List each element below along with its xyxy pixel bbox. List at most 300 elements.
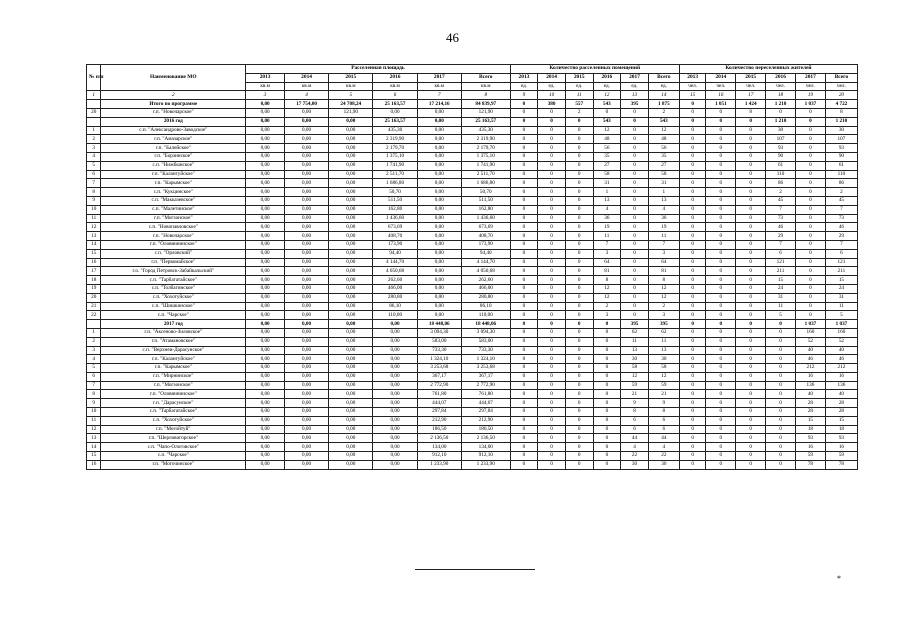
header-index-cell: 17 (736, 91, 766, 100)
value-cell: 0 (706, 372, 736, 381)
value-cell: 0 (621, 108, 649, 117)
row-number (87, 320, 101, 329)
value-cell: 0 (736, 434, 766, 443)
value-cell: 0 (679, 399, 706, 408)
table-row (87, 443, 858, 452)
value-cell: 0 (621, 196, 649, 205)
header-unit: ед. (621, 82, 649, 91)
value-cell: 0 (565, 284, 593, 293)
value-cell: 121 (825, 258, 857, 267)
value-cell: 1 233,90 (417, 460, 461, 469)
value-cell: 1 686,80 (461, 179, 510, 188)
value-cell: 0 (538, 126, 566, 135)
row-number: 11 (87, 416, 101, 425)
value-cell: 511,50 (461, 196, 510, 205)
header-index-cell: 4 (284, 91, 328, 100)
value-cell: 0 (766, 346, 796, 355)
value-cell: 0 (510, 408, 538, 417)
value-cell: 46 (825, 355, 857, 364)
value-cell: 0,00 (284, 390, 328, 399)
value-cell: 186,50 (417, 425, 461, 434)
value-cell: 0 (510, 284, 538, 293)
value-cell: 0,00 (329, 337, 373, 346)
header-index-cell: 2 (101, 91, 246, 100)
value-cell: 0 (736, 416, 766, 425)
value-cell: 0,00 (284, 267, 328, 276)
value-cell: 0,00 (246, 408, 285, 417)
value-cell: 0 (795, 196, 825, 205)
value-cell: 0,00 (284, 135, 328, 144)
value-cell: 0,00 (246, 161, 285, 170)
value-cell: 0 (795, 126, 825, 135)
value-cell: 297,84 (417, 408, 461, 417)
value-cell: 0,00 (246, 267, 285, 276)
value-cell: 0 (795, 170, 825, 179)
value-cell: 0,00 (284, 320, 328, 329)
value-cell: 0 (565, 416, 593, 425)
value-cell: 0,00 (246, 355, 285, 364)
value-cell: 3 253,68 (417, 364, 461, 373)
value-cell: 2 136,50 (461, 434, 510, 443)
value-cell: 2 (766, 188, 796, 197)
header-year: 2014 (538, 73, 566, 82)
value-cell: 0,00 (373, 328, 417, 337)
value-cell: 0 (795, 284, 825, 293)
value-cell: 0,00 (284, 117, 328, 126)
value-cell: 0,00 (284, 126, 328, 135)
value-cell: 0 (679, 328, 706, 337)
row-number: 13 (87, 232, 101, 241)
value-cell: 0 (766, 443, 796, 452)
value-cell: 0 (679, 416, 706, 425)
value-cell: 0 (510, 126, 538, 135)
value-cell: 0,00 (373, 408, 417, 417)
header-unit: ед. (593, 82, 621, 91)
value-cell: 0 (538, 161, 566, 170)
year-subtotal-row (87, 117, 858, 126)
value-cell: 444,07 (417, 399, 461, 408)
table-row (87, 214, 858, 223)
value-cell: 0 (510, 232, 538, 241)
value-cell: 0,00 (284, 452, 328, 461)
municipality-name: г.п. "Оловяннинское" (101, 390, 246, 399)
value-cell: 0,00 (417, 144, 461, 153)
value-cell: 0,00 (373, 460, 417, 469)
value-cell: 136 (825, 381, 857, 390)
value-cell: 0 (510, 214, 538, 223)
value-cell: 0 (510, 205, 538, 214)
value-cell: 0 (621, 170, 649, 179)
value-cell: 543 (593, 100, 621, 109)
value-cell: 0 (795, 232, 825, 241)
value-cell: 0,00 (246, 276, 285, 285)
value-cell: 0 (795, 205, 825, 214)
value-cell: 0 (565, 126, 593, 135)
value-cell: 212 (825, 364, 857, 373)
value-cell: 4 050,68 (461, 267, 510, 276)
value-cell: 0 (510, 328, 538, 337)
table-row (87, 425, 858, 434)
value-cell: 59 (621, 381, 649, 390)
value-cell: 0,00 (329, 249, 373, 258)
table-row (87, 355, 858, 364)
header-n: № п/п (87, 65, 101, 91)
value-cell: 18 (825, 425, 857, 434)
municipality-name: с.п. "Верхнеи-Дарасунское" (101, 346, 246, 355)
value-cell: 0 (565, 179, 593, 188)
value-cell: 0 (538, 258, 566, 267)
value-cell: 0 (593, 355, 621, 364)
value-cell: 0,00 (329, 223, 373, 232)
value-cell: 0 (766, 328, 796, 337)
value-cell: 0 (706, 240, 736, 249)
value-cell: 0 (538, 284, 566, 293)
value-cell: 0 (593, 320, 621, 329)
value-cell: 0 (510, 117, 538, 126)
value-cell: 0 (795, 293, 825, 302)
value-cell: 1 375,10 (373, 152, 417, 161)
value-cell: 262,60 (373, 276, 417, 285)
header-index-cell: 7 (417, 91, 461, 100)
value-cell: 0,00 (329, 302, 373, 311)
value-cell: 0 (795, 188, 825, 197)
value-cell: 94,40 (373, 249, 417, 258)
value-cell: 19 (593, 223, 621, 232)
value-cell: 2 772,90 (417, 381, 461, 390)
value-cell: 0,00 (284, 372, 328, 381)
value-cell: 12 (593, 126, 621, 135)
value-cell: 0 (593, 399, 621, 408)
municipality-name: г.п. "Борзинское" (101, 152, 246, 161)
value-cell: 0 (679, 117, 706, 126)
value-cell: 0 (593, 108, 621, 117)
value-cell: 15 (766, 276, 796, 285)
value-cell: 121 (766, 258, 796, 267)
value-cell: 0 (565, 425, 593, 434)
value-cell: 0 (565, 355, 593, 364)
value-cell: 0 (736, 346, 766, 355)
value-cell: 4 722 (825, 100, 857, 109)
value-cell: 7 (766, 205, 796, 214)
value-cell: 0 (538, 452, 566, 461)
value-cell: 0 (706, 390, 736, 399)
value-cell: 0 (621, 117, 649, 126)
value-cell: 0 (565, 267, 593, 276)
value-cell: 0 (706, 302, 736, 311)
value-cell: 4 (648, 205, 679, 214)
row-number: 15 (87, 249, 101, 258)
value-cell: 0,00 (417, 276, 461, 285)
value-cell: 0 (593, 346, 621, 355)
value-cell: 0 (706, 416, 736, 425)
value-cell: 0,00 (329, 170, 373, 179)
value-cell: 0 (706, 328, 736, 337)
value-cell: 4 144,70 (461, 258, 510, 267)
value-cell: 0 (538, 144, 566, 153)
value-cell: 15 (825, 276, 857, 285)
value-cell: 186,50 (461, 425, 510, 434)
value-cell: 0 (706, 425, 736, 434)
value-cell: 0,00 (246, 337, 285, 346)
value-cell: 0 (795, 152, 825, 161)
value-cell: 0 (510, 452, 538, 461)
header-year: Всего (648, 73, 679, 82)
value-cell: 0,00 (284, 249, 328, 258)
value-cell: 0,00 (329, 355, 373, 364)
value-cell: 6 (825, 249, 857, 258)
header-index-row (87, 91, 858, 100)
value-cell: 212 (795, 364, 825, 373)
value-cell: 1 436,60 (373, 214, 417, 223)
value-cell: 0,00 (329, 311, 373, 320)
value-cell: 0 (795, 135, 825, 144)
value-cell: 0 (565, 311, 593, 320)
value-cell: 0 (679, 135, 706, 144)
value-cell: 52 (825, 337, 857, 346)
value-cell: 81 (648, 267, 679, 276)
row-number: 16 (87, 258, 101, 267)
value-cell: 0 (510, 311, 538, 320)
table-row (87, 170, 858, 179)
value-cell: 0,00 (284, 381, 328, 390)
value-cell: 1 375,10 (461, 152, 510, 161)
value-cell: 0 (736, 276, 766, 285)
value-cell: 0 (766, 337, 796, 346)
value-cell: 6 (621, 425, 649, 434)
municipality-name: г.п. "Амазарское" (101, 135, 246, 144)
value-cell: 0,00 (417, 135, 461, 144)
value-cell: 395 (621, 100, 649, 109)
value-cell: 0 (538, 355, 566, 364)
value-cell: 0,00 (246, 126, 285, 135)
value-cell: 50,70 (373, 188, 417, 197)
value-cell: 93 (825, 434, 857, 443)
value-cell: 90 (825, 152, 857, 161)
table-row (87, 108, 858, 117)
value-cell: 30 (648, 460, 679, 469)
value-cell: 0,00 (373, 443, 417, 452)
value-cell: 0,00 (329, 346, 373, 355)
value-cell: 0 (679, 364, 706, 373)
value-cell: 1 037 (795, 320, 825, 329)
value-cell: 0 (565, 381, 593, 390)
municipality-name: г.п. "Атамановское" (101, 337, 246, 346)
value-cell: 73 (766, 214, 796, 223)
header-unit: кв.м (461, 82, 510, 91)
value-cell: 0 (706, 223, 736, 232)
value-cell: 0,00 (373, 390, 417, 399)
value-cell: 0 (766, 108, 796, 117)
header-year: 2017 (417, 73, 461, 82)
value-cell: 0 (795, 223, 825, 232)
row-number: 6 (87, 372, 101, 381)
value-cell: 29 (825, 232, 857, 241)
value-cell: 0 (621, 232, 649, 241)
value-cell: 28 (795, 408, 825, 417)
value-cell: 160 (825, 328, 857, 337)
value-cell: 0,00 (329, 416, 373, 425)
row-number (87, 100, 101, 109)
value-cell: 40 (795, 390, 825, 399)
header-group-area: Расселенная площадь (246, 65, 510, 74)
value-cell: 0 (538, 135, 566, 144)
table-row (87, 240, 858, 249)
value-cell: 0 (621, 144, 649, 153)
value-cell: 0 (621, 161, 649, 170)
value-cell: 0 (795, 179, 825, 188)
value-cell: 0 (679, 144, 706, 153)
value-cell: 7 (825, 205, 857, 214)
table-row (87, 232, 858, 241)
value-cell: 0 (565, 408, 593, 417)
value-cell: 6 (766, 249, 796, 258)
value-cell: 0 (565, 302, 593, 311)
value-cell: 262,60 (461, 276, 510, 285)
value-cell: 0,00 (246, 135, 285, 144)
value-cell: 0,00 (246, 434, 285, 443)
header-unit: ед. (510, 82, 538, 91)
table-row (87, 267, 858, 276)
value-cell: 0,00 (284, 399, 328, 408)
value-cell: 7 (825, 240, 857, 249)
value-cell: 0,00 (417, 196, 461, 205)
value-cell: 36 (593, 214, 621, 223)
header-year: 2015 (565, 73, 593, 82)
value-cell: 0 (766, 364, 796, 373)
value-cell: 0 (510, 144, 538, 153)
value-cell: 0 (565, 434, 593, 443)
value-cell: 0 (736, 249, 766, 258)
value-cell: 86,10 (461, 302, 510, 311)
value-cell: 0 (565, 346, 593, 355)
value-cell: 0,00 (284, 179, 328, 188)
value-cell: 0 (706, 188, 736, 197)
row-number: 8 (87, 188, 101, 197)
value-cell: 0,00 (373, 346, 417, 355)
value-cell: 30 (825, 126, 857, 135)
value-cell: 0 (766, 425, 796, 434)
value-cell: 0,00 (417, 179, 461, 188)
header-index-cell: 19 (795, 91, 825, 100)
value-cell: 0,00 (246, 205, 285, 214)
table-row (87, 161, 858, 170)
table-row (87, 364, 858, 373)
header-unit: кв.м (329, 82, 373, 91)
value-cell: 0 (706, 276, 736, 285)
value-cell: 21 (621, 390, 649, 399)
value-cell: 121,90 (329, 108, 373, 117)
value-cell: 13 (621, 346, 649, 355)
value-cell: 160 (795, 328, 825, 337)
header-year: 2013 (679, 73, 706, 82)
value-cell: 466,00 (373, 284, 417, 293)
value-cell: 673,69 (373, 223, 417, 232)
value-cell: 12 (648, 372, 679, 381)
value-cell: 107 (766, 135, 796, 144)
value-cell: 0,00 (329, 188, 373, 197)
value-cell: 0 (510, 302, 538, 311)
value-cell: 0 (706, 205, 736, 214)
table-row (87, 408, 858, 417)
row-number: 2 (87, 135, 101, 144)
value-cell: 0,00 (246, 214, 285, 223)
value-cell: 380 (538, 100, 566, 109)
value-cell: 162,80 (461, 205, 510, 214)
value-cell: 0 (621, 135, 649, 144)
value-cell: 0 (679, 337, 706, 346)
header-unit: кв.м (417, 82, 461, 91)
value-cell: 0,00 (246, 302, 285, 311)
value-cell: 19 (648, 223, 679, 232)
header-year: 2015 (329, 73, 373, 82)
value-cell: 0,00 (329, 152, 373, 161)
value-cell: 2 (593, 302, 621, 311)
value-cell: 0 (706, 364, 736, 373)
value-cell: 0 (621, 188, 649, 197)
table-row (87, 452, 858, 461)
value-cell: 0,00 (246, 460, 285, 469)
row-number: 3 (87, 144, 101, 153)
value-cell: 0 (565, 399, 593, 408)
value-cell: 280,80 (461, 293, 510, 302)
value-cell: 8 (825, 108, 857, 117)
header-year: 2014 (284, 73, 328, 82)
value-cell: 0 (679, 152, 706, 161)
table-row (87, 284, 858, 293)
row-number: 22 (87, 311, 101, 320)
value-cell: 6 (621, 416, 649, 425)
value-cell: 11 (648, 232, 679, 241)
value-cell: 9 (648, 399, 679, 408)
value-cell: 0 (538, 188, 566, 197)
value-cell: 0 (510, 267, 538, 276)
value-cell: 110 (766, 170, 796, 179)
value-cell: 1 324,10 (461, 355, 510, 364)
value-cell: 0 (736, 302, 766, 311)
value-cell: 0 (510, 381, 538, 390)
value-cell: 0,00 (284, 223, 328, 232)
row-number: 14 (87, 443, 101, 452)
value-cell: 0 (565, 135, 593, 144)
value-cell: 0 (565, 196, 593, 205)
value-cell: 367,17 (417, 372, 461, 381)
value-cell: 0 (679, 381, 706, 390)
value-cell: 0,00 (246, 346, 285, 355)
value-cell: 0 (679, 355, 706, 364)
value-cell: 0 (706, 108, 736, 117)
value-cell: 4 (593, 205, 621, 214)
table-row (87, 135, 858, 144)
value-cell: 0,00 (284, 364, 328, 373)
header-index-cell: 11 (565, 91, 593, 100)
municipality-name: г.п. "Карымское" (101, 364, 246, 373)
value-cell: 59 (825, 452, 857, 461)
value-cell: 81 (593, 267, 621, 276)
value-cell: 0 (538, 328, 566, 337)
footer-divider (415, 569, 535, 570)
value-cell: 673,69 (461, 223, 510, 232)
value-cell: 0,00 (417, 302, 461, 311)
municipality-name: с.п. "Чарское" (101, 311, 246, 320)
value-cell: 435,30 (461, 126, 510, 135)
value-cell: 2 511,70 (461, 170, 510, 179)
value-cell: 11 (593, 232, 621, 241)
value-cell: 0,00 (246, 425, 285, 434)
value-cell: 0,00 (417, 311, 461, 320)
header-unit: кв.м (373, 82, 417, 91)
value-cell: 0,00 (329, 161, 373, 170)
value-cell: 2 511,70 (373, 170, 417, 179)
